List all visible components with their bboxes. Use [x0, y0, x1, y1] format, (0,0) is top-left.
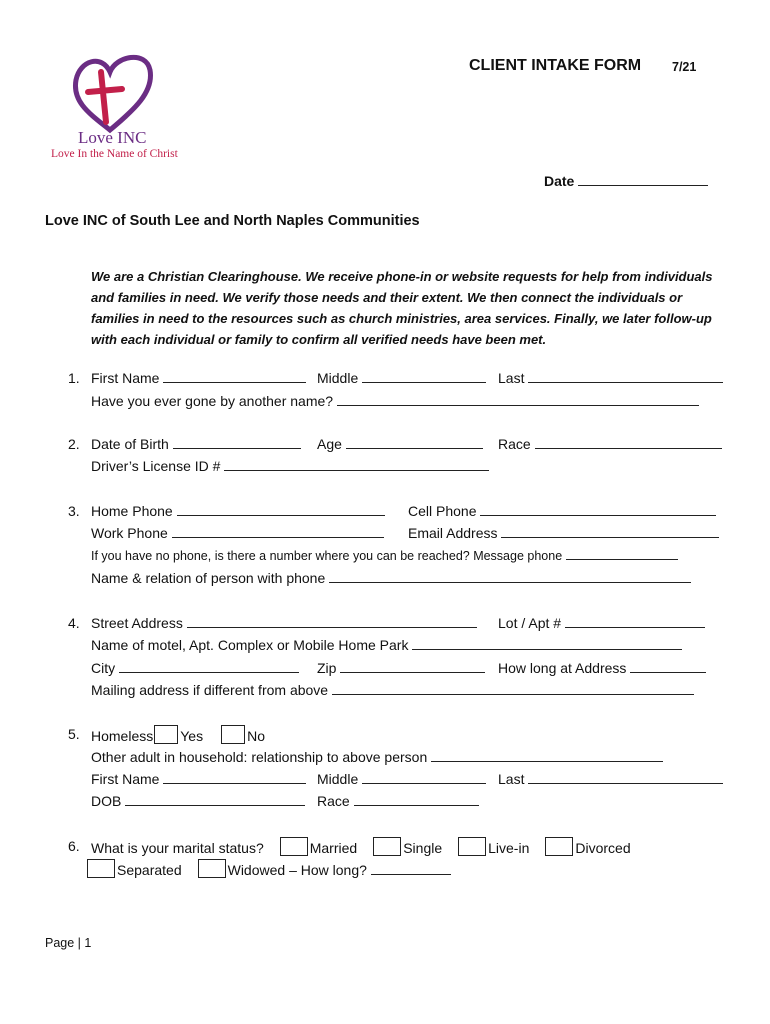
- s4-city-field[interactable]: [91, 659, 299, 677]
- s1-first-name-label: First Name: [91, 370, 160, 386]
- s1-middle-field[interactable]: [317, 369, 486, 387]
- s1-first-name-field[interactable]: [91, 369, 306, 387]
- s4-lot-label: Lot / Apt #: [498, 615, 562, 631]
- s2-race-label: Race: [498, 436, 531, 452]
- s5-first-name-field[interactable]: [91, 770, 306, 788]
- s6-marital-row: [91, 837, 631, 857]
- s5-other-adult-label: Other adult in household: relationship to above person: [91, 749, 428, 765]
- s5-last-line[interactable]: [528, 770, 723, 784]
- s5-first-name-line[interactable]: [163, 770, 306, 784]
- s4-motel-label: Name of motel, Apt. Complex or Mobile Home Park: [91, 637, 409, 653]
- page-number: Page | 1: [45, 936, 92, 950]
- s6-divorced-label: Divorced: [575, 840, 631, 856]
- s2-race-line[interactable]: [535, 435, 722, 449]
- section-1-number: 1.: [68, 370, 80, 386]
- s4-city-label: City: [91, 660, 116, 676]
- s4-lot-field[interactable]: [498, 614, 705, 632]
- s2-license-field[interactable]: [91, 457, 489, 475]
- s4-mailing-line[interactable]: [332, 681, 694, 695]
- s4-how-long-line[interactable]: [630, 659, 706, 673]
- s4-how-long-field[interactable]: [498, 659, 706, 677]
- s1-middle-label: Middle: [317, 370, 359, 386]
- intro-paragraph: We are a Christian Clearinghouse. We receive phone-in or website requests for help from individuals and families in need. We verify those needs and their extent. We then connect the individuals or families in need to the resources such as church ministries, area services. Finally, we later follow-up with each individual or family to confirm all verified needs have been met.: [91, 269, 713, 347]
- s4-zip-line[interactable]: [340, 659, 485, 673]
- s3-no-phone-label: If you have no phone, is there a number where you can be reached? Message phone: [91, 549, 563, 563]
- s3-home-phone-field[interactable]: [91, 502, 385, 520]
- s4-mailing-label: Mailing address if different from above: [91, 682, 329, 698]
- s4-mailing-field[interactable]: [91, 681, 694, 699]
- s4-street-line[interactable]: [187, 614, 477, 628]
- s4-zip-field[interactable]: [317, 659, 485, 677]
- s5-last-label: Last: [498, 771, 525, 787]
- s4-street-label: Street Address: [91, 615, 183, 631]
- s6-single-checkbox[interactable]: [373, 837, 401, 856]
- s5-dob-line[interactable]: [125, 792, 305, 806]
- s4-zip-label: Zip: [317, 660, 337, 676]
- s3-work-phone-label: Work Phone: [91, 525, 168, 541]
- s6-married-label: Married: [309, 840, 358, 856]
- s5-dob-field[interactable]: [91, 792, 305, 810]
- s1-last-label: Last: [498, 370, 525, 386]
- s6-marital-question: What is your marital status?: [91, 840, 264, 856]
- s1-middle-line[interactable]: [362, 369, 486, 383]
- s3-email-label: Email Address: [408, 525, 498, 541]
- date-label: Date: [544, 173, 575, 189]
- s5-yes-checkbox[interactable]: [154, 725, 178, 744]
- s6-separated-label: Separated: [117, 862, 182, 878]
- s3-cell-phone-label: Cell Phone: [408, 503, 477, 519]
- s1-other-name-field[interactable]: [91, 392, 699, 410]
- s5-middle-label: Middle: [317, 771, 359, 787]
- s3-cell-phone-field[interactable]: [408, 502, 716, 520]
- s3-no-phone-field[interactable]: [91, 548, 678, 564]
- s6-widowed-checkbox[interactable]: [198, 859, 226, 878]
- s3-home-phone-line[interactable]: [177, 502, 385, 516]
- section-2-number: 2.: [68, 436, 80, 452]
- s3-relation-field[interactable]: [91, 569, 691, 587]
- s5-middle-line[interactable]: [362, 770, 486, 784]
- s1-last-line[interactable]: [528, 369, 723, 383]
- s2-age-label: Age: [317, 436, 342, 452]
- s6-marital-row-2: [87, 859, 451, 879]
- s5-race-field[interactable]: [317, 792, 479, 810]
- s3-relation-line[interactable]: [329, 569, 691, 583]
- s5-dob-label: DOB: [91, 793, 122, 809]
- s4-city-line[interactable]: [119, 659, 299, 673]
- date-line[interactable]: [578, 172, 708, 186]
- form-title: CLIENT INTAKE FORM: [469, 57, 642, 74]
- s2-dob-label: Date of Birth: [91, 436, 169, 452]
- s2-license-line[interactable]: [224, 457, 489, 471]
- logo-title: Love INC: [78, 128, 147, 147]
- s6-separated-checkbox[interactable]: [87, 859, 115, 878]
- s3-cell-phone-line[interactable]: [480, 502, 716, 516]
- s5-homeless-label: Homeless: [91, 728, 154, 744]
- s5-homeless-row: [91, 725, 265, 745]
- s5-other-adult-line[interactable]: [431, 748, 663, 762]
- s5-first-name-label: First Name: [91, 771, 160, 787]
- s6-single-label: Single: [403, 840, 443, 856]
- s4-street-field[interactable]: [91, 614, 477, 632]
- s1-first-name-line[interactable]: [163, 369, 306, 383]
- s6-widowed-label: Widowed – How long?: [227, 862, 367, 878]
- section-3-number: 3.: [68, 503, 80, 519]
- s3-email-line[interactable]: [501, 524, 719, 538]
- s2-race-field[interactable]: [498, 435, 722, 453]
- s1-other-name-label: Have you ever gone by another name?: [91, 393, 334, 409]
- s6-livein-label: Live-in: [488, 840, 530, 856]
- s4-lot-line[interactable]: [565, 614, 705, 628]
- s2-license-label: Driver’s License ID #: [91, 458, 221, 474]
- s6-divorced-checkbox[interactable]: [545, 837, 573, 856]
- s5-no-checkbox[interactable]: [221, 725, 245, 744]
- s2-age-field[interactable]: [317, 435, 483, 453]
- s5-middle-field[interactable]: [317, 770, 486, 788]
- s3-relation-label: Name & relation of person with phone: [91, 570, 326, 586]
- s3-work-phone-field[interactable]: [91, 524, 384, 542]
- form-version: 7/21: [672, 60, 697, 74]
- s2-age-line[interactable]: [346, 435, 483, 449]
- s6-livein-checkbox[interactable]: [458, 837, 486, 856]
- s5-last-field[interactable]: [498, 770, 723, 788]
- s5-other-adult-field[interactable]: [91, 748, 663, 766]
- s4-how-long-label: How long at Address: [498, 660, 627, 676]
- s4-motel-field[interactable]: [91, 636, 682, 654]
- section-4-number: 4.: [68, 615, 80, 631]
- s4-motel-line[interactable]: [412, 636, 682, 650]
- s3-email-field[interactable]: [408, 524, 719, 542]
- s5-race-line[interactable]: [354, 792, 479, 806]
- s5-race-label: Race: [317, 793, 350, 809]
- section-6-number: 6.: [68, 838, 80, 854]
- s1-other-name-line[interactable]: [337, 392, 699, 406]
- s5-no-label: No: [247, 728, 265, 744]
- s3-no-phone-line[interactable]: [566, 548, 678, 560]
- org-name: Love INC of South Lee and North Naples Communities: [45, 213, 420, 229]
- s6-widowed-line[interactable]: [371, 861, 451, 875]
- section-5-number: 5.: [68, 726, 80, 742]
- logo-subtitle: Love In the Name of Christ: [51, 148, 178, 160]
- s2-dob-line[interactable]: [173, 435, 301, 449]
- s5-yes-label: Yes: [180, 728, 204, 744]
- s2-dob-field[interactable]: [91, 435, 301, 453]
- s3-home-phone-label: Home Phone: [91, 503, 173, 519]
- s6-married-checkbox[interactable]: [280, 837, 308, 856]
- date-field[interactable]: [544, 172, 708, 189]
- s1-last-field[interactable]: [498, 369, 723, 387]
- s3-work-phone-line[interactable]: [172, 524, 384, 538]
